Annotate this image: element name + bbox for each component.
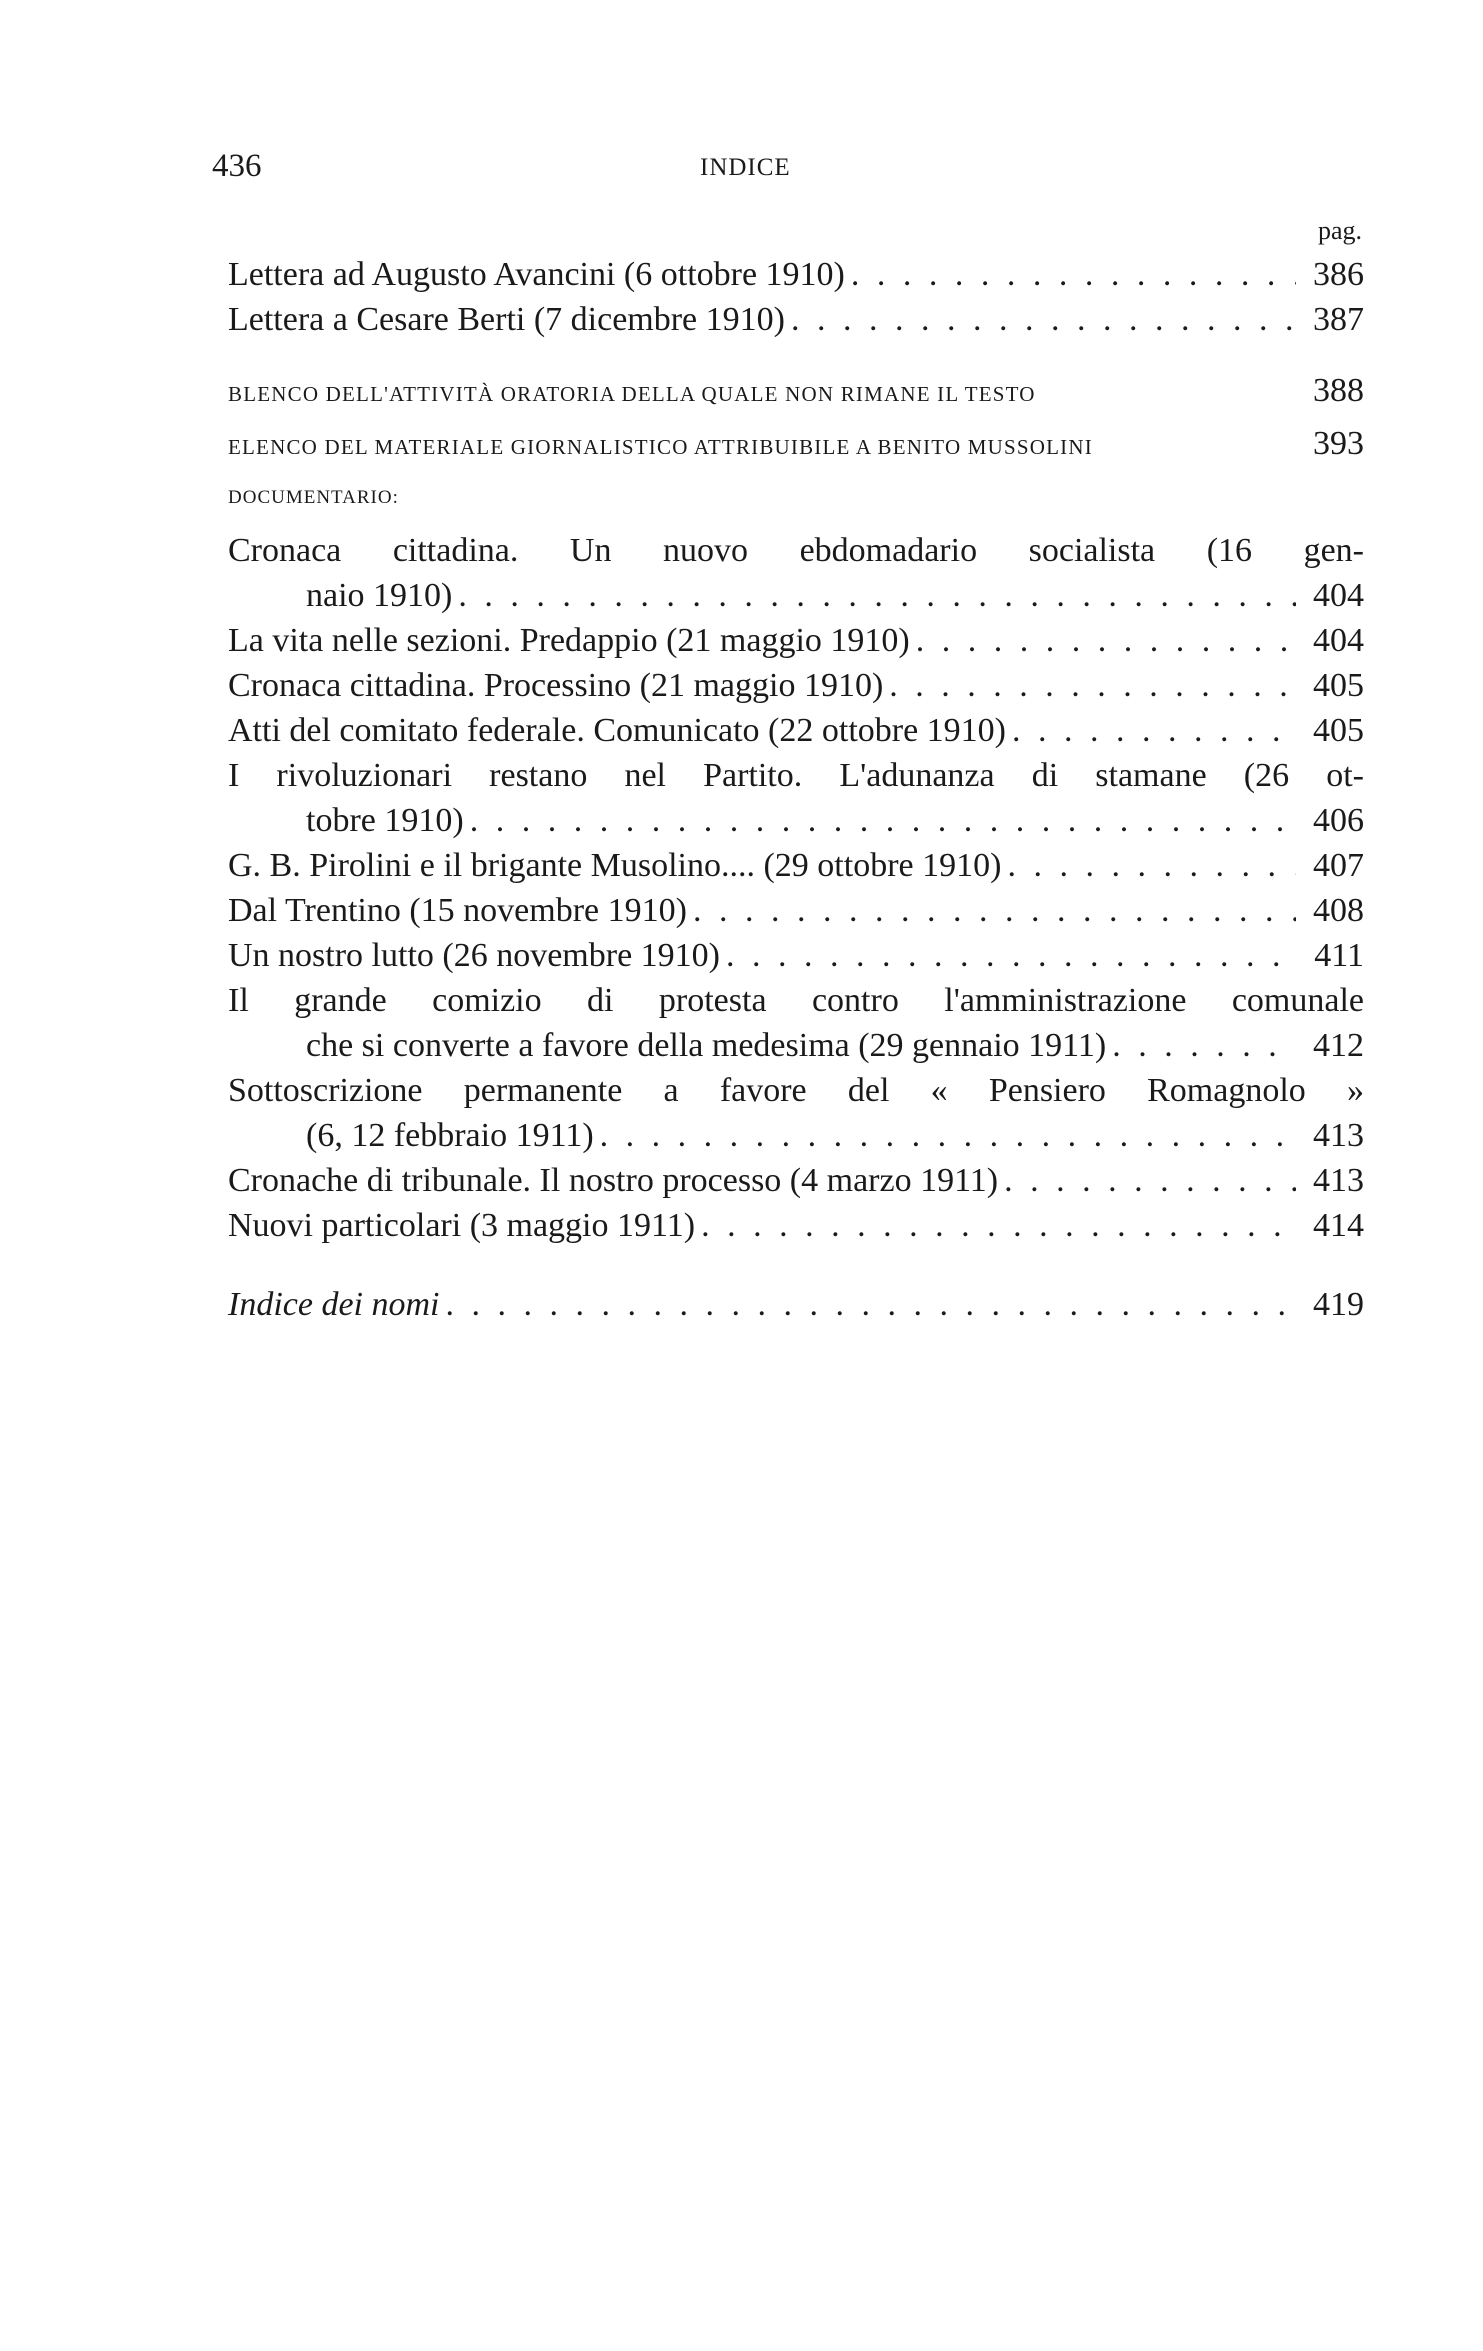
toc-entry	[228, 573, 1364, 618]
dot-leader	[1004, 1158, 1296, 1203]
section-title: BLENCO DELL'ATTIVITÀ ORATORIA DELLA QUALE NON RIMANE IL TESTO	[228, 382, 1036, 406]
dot-leader	[791, 297, 1296, 342]
entry-page: 407	[1313, 847, 1364, 884]
toc-entry	[228, 297, 1364, 342]
toc-entry	[228, 888, 1364, 933]
section-page: 388	[1313, 372, 1364, 409]
entry-page: 413	[1313, 1162, 1364, 1199]
dot-leader	[1012, 708, 1296, 753]
entry-title-line: Cronaca cittadina. Un nuovo ebdomadario socialista (16 gen-	[228, 532, 1364, 569]
dot-leader	[458, 573, 1296, 618]
dot-leader	[446, 1282, 1297, 1327]
section-entry	[228, 368, 1364, 417]
toc-entry	[228, 1113, 1364, 1158]
entry-title: G. B. Pirolini e il brigante Musolino.... (29 ottobre 1910)	[228, 847, 1002, 884]
pag-column-label: pag.	[1317, 216, 1362, 245]
table-of-contents	[228, 210, 1364, 1327]
entry-page: 386	[1313, 256, 1364, 293]
entry-page: 412	[1313, 1027, 1364, 1064]
entry-title-line: I rivoluzionari restano nel Partito. L'adunanza di stamane (26 ot-	[228, 757, 1364, 794]
index-page: 419	[1313, 1286, 1364, 1323]
entry-title: Lettera ad Augusto Avancini (6 ottobre 1910)	[228, 256, 845, 293]
entry-page: 387	[1313, 301, 1364, 338]
dot-leader	[600, 1113, 1296, 1158]
entry-title: (6, 12 febbraio 1911)	[306, 1117, 594, 1154]
dot-leader	[1007, 843, 1296, 888]
entry-page: 406	[1313, 802, 1364, 839]
page-number: 436	[212, 148, 262, 184]
entry-title: Lettera a Cesare Berti (7 dicembre 1910)	[228, 301, 785, 338]
toc-entry	[228, 843, 1364, 888]
dot-leader	[916, 618, 1296, 663]
toc-entry	[228, 252, 1364, 297]
toc-entry	[228, 1203, 1364, 1248]
entry-page: 405	[1313, 712, 1364, 749]
entry-title: che si converte a favore della medesima (29 gennaio 1911)	[306, 1027, 1107, 1064]
dot-leader	[693, 888, 1296, 933]
entry-title: Cronaca cittadina. Processino (21 maggio 1910)	[228, 667, 884, 704]
toc-entry	[228, 933, 1364, 978]
toc-entry	[228, 1023, 1364, 1068]
entry-page: 404	[1313, 622, 1364, 659]
entry-page: 408	[1313, 892, 1364, 929]
entry-title: Dal Trentino (15 novembre 1910)	[228, 892, 687, 929]
section-entry	[228, 421, 1364, 470]
dot-leader	[1112, 1023, 1296, 1068]
entry-title: Cronache di tribunale. Il nostro processo (4 marzo 1911)	[228, 1162, 999, 1199]
dot-leader	[470, 798, 1296, 843]
toc-entry	[228, 1158, 1364, 1203]
dot-leader	[726, 933, 1296, 978]
running-title: INDICE	[700, 154, 791, 181]
entry-title: Un nostro lutto (26 novembre 1910)	[228, 937, 720, 974]
dot-leader	[889, 663, 1296, 708]
dot-leader	[701, 1203, 1296, 1248]
entry-title: Nuovi particolari (3 maggio 1911)	[228, 1207, 696, 1244]
entry-title-line: Sottoscrizione permanente a favore del « Pensiero Romagnolo »	[228, 1072, 1364, 1109]
running-head	[0, 148, 1483, 188]
entry-page: 404	[1313, 577, 1364, 614]
toc-entry	[228, 663, 1364, 708]
index-title: Indice dei nomi	[228, 1286, 440, 1323]
documentario-heading: DOCUMENTARIO:	[228, 487, 399, 508]
entry-page: 413	[1313, 1117, 1364, 1154]
toc-entry	[228, 798, 1364, 843]
entry-page: 414	[1313, 1207, 1364, 1244]
section-page: 393	[1313, 425, 1364, 462]
entry-title: Atti del comitato federale. Comunicato (22 ottobre 1910)	[228, 712, 1006, 749]
entry-page: 411	[1314, 937, 1364, 974]
toc-entry	[228, 708, 1364, 753]
section-title: ELENCO DEL MATERIALE GIORNALISTICO ATTRIBUIBILE A BENITO MUSSOLINI	[228, 435, 1093, 459]
entry-title-line: Il grande comizio di protesta contro l'amministrazione comunale	[228, 982, 1364, 1019]
index-entry	[228, 1282, 1364, 1327]
entry-title: La vita nelle sezioni. Predappio (21 maggio 1910)	[228, 622, 910, 659]
entry-title: naio 1910)	[306, 577, 453, 614]
toc-entry	[228, 618, 1364, 663]
entry-page: 405	[1313, 667, 1364, 704]
entry-title: tobre 1910)	[306, 802, 464, 839]
dot-leader	[851, 252, 1296, 297]
